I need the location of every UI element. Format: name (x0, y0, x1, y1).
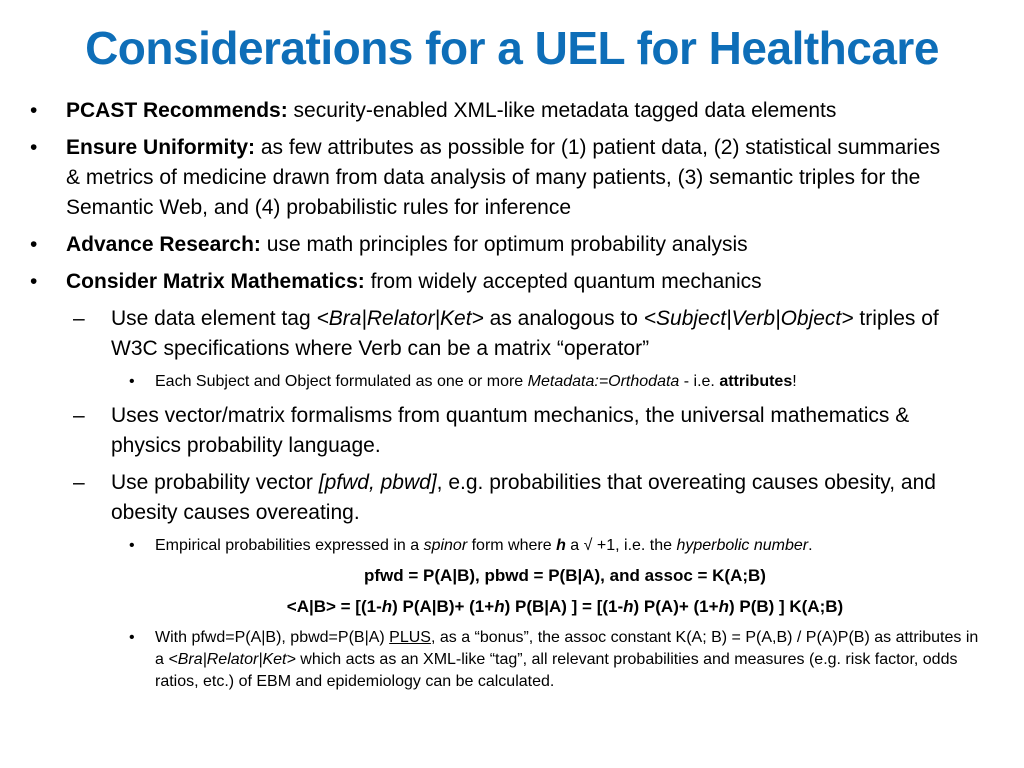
bullet-dot-icon: • (129, 373, 135, 390)
sub-text: . (808, 537, 813, 554)
bullet-label: Consider Matrix Mathematics: (66, 270, 365, 293)
bullet-dot-icon: • (129, 629, 135, 646)
sub-text: With pfwd=P(A|B), pbwd=P(B|A) (155, 629, 390, 646)
sub-text: triples of W3C specifications where Verb can be a matrix “operator” (111, 307, 939, 360)
dash-icon: – (73, 307, 85, 330)
sub-text: Each Subject and Object formulated as one or more (155, 373, 528, 390)
dash-icon: – (73, 404, 85, 427)
slide-body (0, 96, 1024, 701)
sub-text: Uses vector/matrix formalisms from quantum mechanics, the universal mathematics & physics probability language. (111, 404, 910, 457)
sub-sub-bullet-bonus (129, 627, 985, 693)
sub-bullet-vector (73, 468, 971, 528)
bullet-label: PCAST Recommends: (66, 99, 288, 122)
bullet-matrix (30, 267, 946, 297)
formula-h: h (494, 597, 505, 616)
sub-italic: <Subject|Verb|Object> (643, 307, 854, 330)
formula-h: h (623, 597, 634, 616)
sub-italic: [pfwd, pbwd] (318, 471, 437, 494)
sub-italic: Metadata:=Orthodata (527, 373, 680, 390)
slide-title: Considerations for a UEL for Healthcare (85, 22, 939, 74)
sub-text: form where (467, 537, 557, 554)
bullet-dot-icon: • (129, 537, 135, 554)
bullet-text: use math principles for optimum probability analysis (260, 233, 748, 256)
sub-text: - i.e. (679, 373, 720, 390)
formula-part: ) P(A)+ (1+ (633, 597, 719, 616)
formula-part: <A|B> = [(1- (286, 597, 382, 616)
sub-italic: hyperbolic number (676, 537, 809, 554)
sub-text: Empirical probabilities expressed in a (155, 537, 424, 554)
bullet-label: Advance Research: (66, 233, 261, 256)
bullet-pcast (30, 96, 946, 126)
bullet-label: Ensure Uniformity: (66, 136, 256, 159)
bullet-dot-icon: • (30, 270, 38, 293)
bullet-text: as few attributes as possible for (1) patient data, (2) statistical summaries & metrics of medicine drawn from data analysis of many patients, (3) semantic triples for the Semantic Web, and (4) probabilistic rules for inference (66, 136, 941, 219)
sub-text: a √ +1, i.e. the (565, 537, 677, 554)
bullet-uniformity (30, 133, 946, 223)
sub-sub-bullet-spinor (129, 535, 985, 557)
sub-bold: attributes (719, 373, 793, 390)
sub-italic: <Bra|Relator|Ket> (168, 651, 296, 668)
bullet-dot-icon: • (30, 99, 38, 122)
formula-bra-ket (150, 596, 980, 618)
formula-part: ) P(B|A) ] = [(1- (504, 597, 624, 616)
formula-h: h (718, 597, 729, 616)
sub-bullet-tag (73, 304, 971, 364)
formula-part: ) P(B) ] K(A;B) (728, 597, 844, 616)
bullet-text: security-enabled XML-like metadata tagged data elements (287, 99, 837, 122)
bullet-dot-icon: • (30, 136, 38, 159)
sub-italic: spinor (423, 537, 468, 554)
formula-probabilities: pfwd = P(A|B), pbwd = P(B|A), and assoc = K(A;B) (364, 566, 766, 585)
sub-bullet-formalisms (73, 401, 971, 461)
dash-icon: – (73, 471, 85, 494)
sub-sub-bullet-subject (129, 371, 985, 393)
sub-text: Use probability vector (111, 471, 319, 494)
bullet-research (30, 230, 946, 260)
sub-text: as analogous to (483, 307, 644, 330)
sub-text: , e.g. probabilities that overeating causes obesity, and obesity causes overeating. (111, 471, 936, 524)
sub-bold-italic: h (556, 537, 566, 554)
formula-part: ) P(A|B)+ (1+ (392, 597, 495, 616)
sub-text: which acts as an XML-like “tag”, all relevant probabilities and measures (e.g. risk factor, odds ratios, etc.) of EBM and epidemiology can be calculated. (155, 651, 958, 690)
sub-italic: <Bra|Relator|Ket> (316, 307, 484, 330)
sub-text: Use data element tag (111, 307, 317, 330)
bullet-text: from widely accepted quantum mechanics (364, 270, 762, 293)
formula-h: h (381, 597, 393, 616)
sub-text: , as a “bonus”, the assoc constant K(A; B) = P(A,B) / P(A)P(B) as attributes in a (155, 629, 979, 668)
bullet-dot-icon: • (30, 233, 38, 256)
sub-text: ! (792, 373, 797, 390)
sub-underline: PLUS (389, 629, 431, 646)
